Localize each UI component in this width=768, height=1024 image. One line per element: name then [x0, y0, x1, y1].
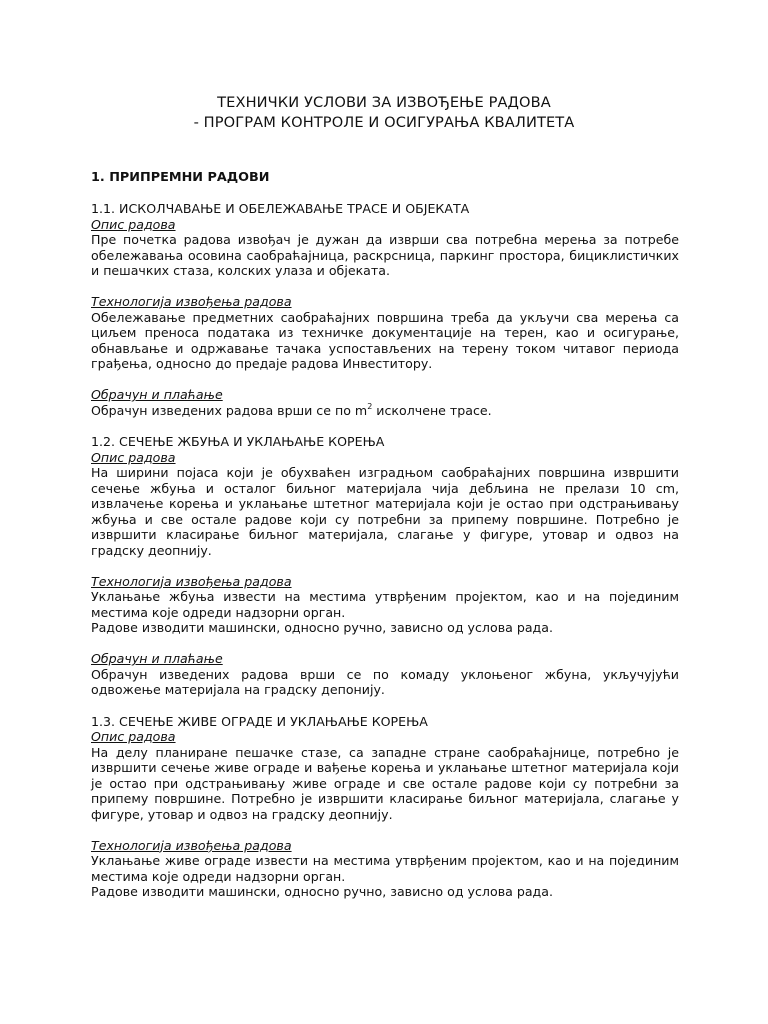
subsection-heading-1-1: 1.1. ИСКОЛЧАВАЊЕ И ОБЕЛЕЖАВАЊЕ ТРАСЕ И ОБЈЕКАТА [91, 201, 470, 216]
description-paragraph: На делу планиране пешачке стазе, са западне стране саобраћајнице, потребно је извршити сечење живе ограде и вађење корења и уклањање штетног материјала који је остао при одстрањивању живе ограде и све остале радове који су потребни за припему површине. Потребно је извршити класирање биљног материјала, слагање у фигуре, утовар и одвоз на градску деопнију. [91, 744, 679, 822]
description-paragraph: Пре почетка радова извођач је дужан да изврши сва потребна мерења за потребе обележавања осовина саобраћајница, раскрсница, паркинг простора, бициклистичких и пешачких стаза, колских улаза и објеката. [91, 232, 679, 278]
payment-paragraph: Обрачун изведених радова врши се по комаду уклоњеног жбуна, укључујући одвожење материјала на градску депонију. [91, 666, 679, 697]
title-line-2: - ПРОГРАМ КОНТРОЛЕ И ОСИГУРАЊА КВАЛИТЕТА [193, 114, 575, 131]
description-paragraph: На ширини појаса који је обухваћен изградњом саобраћајних површина извршити сечење жбуња и осталог биљног материјала чија дебљина не прелази 10 cm, извлачење корења и уклањање штетног материјала који је остао при одстрањивању жбуња и све остале радове који су потребни за припему површине. Потребно је извршити класирање биљног материјала, слагање у фигуре, утовар и одвоз на градску деопнију. [91, 465, 679, 558]
payment-paragraph [91, 403, 679, 419]
section-heading: 1. ПРИПРЕМНИ РАДОВИ [91, 170, 270, 185]
description-label: Опис радова [91, 729, 176, 744]
subsection-heading-1-2: 1.2. СЕЧЕЊЕ ЖБУЊА И УКЛАЊАЊЕ КОРЕЊА [91, 434, 385, 449]
technology-label: Технологија извођења радова [91, 294, 292, 309]
technology-paragraph: Радове изводити машински, односно ручно, зависно од услова рада. [91, 620, 553, 635]
payment-text-superscript: 2 [367, 401, 373, 411]
description-label: Опис радова [91, 216, 176, 232]
technology-paragraph: Обележавање предметних саобраћајних површина треба да укључи сва мерења са циљем преноса података из техничке документације на терен, као и осигурање, обнављање и одржавање тачака успостављених на терену током читавог периода грађења, односно до предаје радова Инвеститору. [91, 309, 679, 371]
payment-label: Обрачун и плаћање [91, 387, 223, 402]
title-line-1: ТЕХНИЧКИ УСЛОВИ ЗА ИЗВОЂЕЊЕ РАДОВА [217, 94, 551, 111]
technology-paragraph: Уклањање живе ограде извести на местима утврђеним пројектом, као и на појединим местима које одреди надзорни орган. [91, 853, 679, 884]
technology-paragraph: Радове изводити машински, односно ручно, зависно од услова рада. [91, 884, 553, 899]
payment-text-before: Обрачун изведених радова врши се по m [91, 402, 368, 418]
description-label: Опис радова [91, 449, 176, 465]
document-title [0, 93, 768, 133]
section-body [91, 201, 679, 900]
technology-paragraph: Уклањање жбуња извести на местима утврђеним пројектом, као и на појединим местима које одреди надзорни орган. [91, 589, 679, 620]
payment-text-after: исколчене трасе. [372, 402, 492, 418]
subsection-heading-1-3: 1.3. СЕЧЕЊЕ ЖИВЕ ОГРАДЕ И УКЛАЊАЊЕ КОРЕЊА [91, 713, 428, 729]
technology-label: Технологија извођења радова [91, 573, 292, 589]
payment-label: Обрачун и плаћање [91, 651, 223, 666]
technology-label: Технологија извођења радова [91, 837, 292, 853]
